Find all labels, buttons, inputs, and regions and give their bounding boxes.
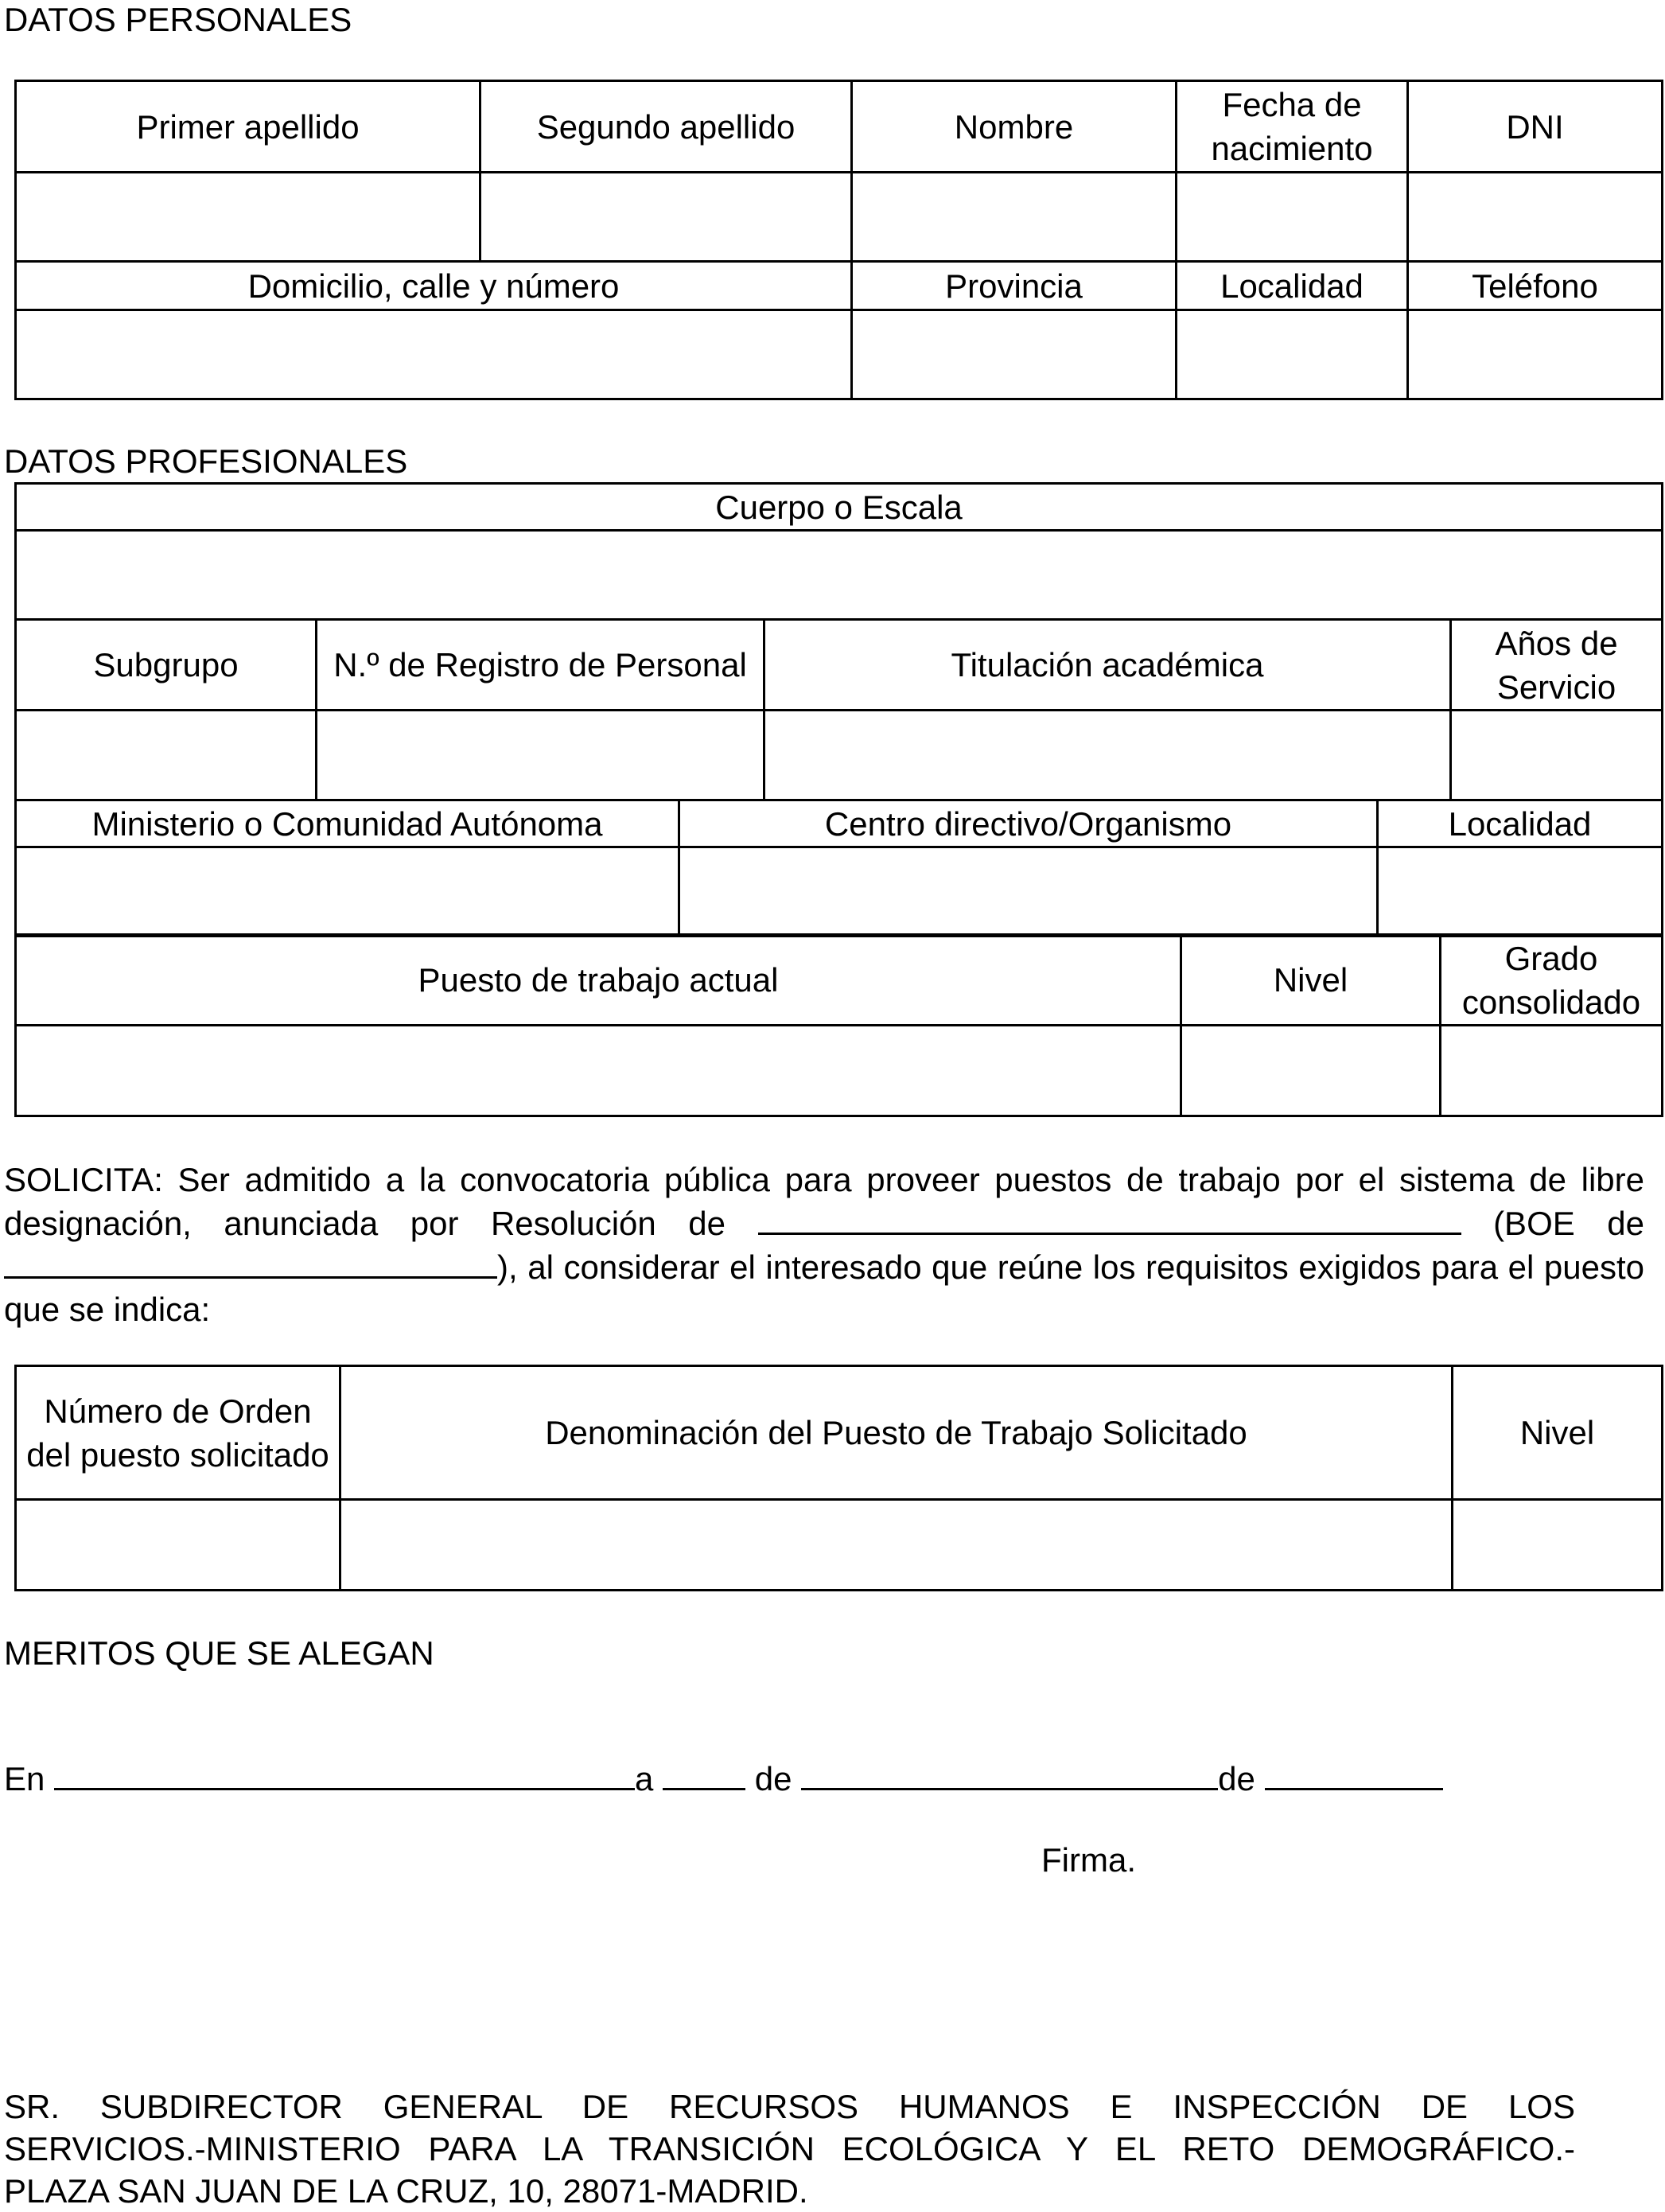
field-localidad-prof[interactable] — [1378, 847, 1663, 937]
field-numero-orden[interactable] — [16, 1500, 340, 1591]
header-localidad-prof: Localidad — [1378, 800, 1663, 847]
field-primer-apellido[interactable] — [16, 173, 480, 262]
address-line-1: SR. SUBDIRECTOR GENERAL DE RECURSOS HUMANOS E INSPECCIÓN DE LOS — [4, 2088, 1575, 2125]
header-puesto-actual: Puesto de trabajo actual — [16, 935, 1181, 1026]
header-nivel: Nivel — [1181, 935, 1441, 1026]
professional-section-title: DATOS PROFESIONALES — [4, 442, 408, 480]
field-puesto-actual[interactable] — [16, 1026, 1181, 1116]
header-primer-apellido: Primer apellido — [16, 81, 480, 173]
firma-label: Firma. — [1041, 1841, 1136, 1879]
field-segundo-apellido[interactable] — [480, 173, 852, 262]
field-localidad[interactable] — [1177, 310, 1408, 399]
date-a-label: a — [635, 1760, 654, 1797]
field-nivel[interactable] — [1181, 1026, 1441, 1116]
field-grado-consolidado[interactable] — [1441, 1026, 1663, 1116]
header-denominacion: Denominación del Puesto de Trabajo Solicitado — [340, 1366, 1453, 1500]
address-line-3: PLAZA SAN JUAN DE LA CRUZ, 10, 28071-MADRID. — [4, 2172, 808, 2210]
resolucion-blank[interactable] — [758, 1201, 1461, 1235]
header-cuerpo-escala: Cuerpo o Escala — [16, 484, 1663, 531]
header-grado-consolidado: Grado consolidado — [1441, 935, 1663, 1026]
field-registro-personal[interactable] — [317, 711, 764, 800]
header-numero-orden: Número de Orden del puesto solicitado — [16, 1366, 340, 1500]
header-subgrupo: Subgrupo — [16, 620, 317, 711]
solicita-text-2: (BOE de — [1493, 1205, 1644, 1242]
professional-data-table-1 — [14, 482, 1663, 801]
field-ministerio[interactable] — [16, 847, 679, 937]
address-line-2: SERVICIOS.-MINISTERIO PARA LA TRANSICIÓN ECOLÓGICA Y EL RETO DEMOGRÁFICO.- — [4, 2130, 1575, 2167]
requested-position-table — [14, 1365, 1663, 1591]
solicita-paragraph — [4, 1159, 1644, 1330]
header-provincia: Provincia — [852, 262, 1177, 310]
field-anos-servicio[interactable] — [1451, 711, 1663, 800]
header-anos-servicio: Años de Servicio — [1451, 620, 1663, 711]
professional-data-table-3 — [14, 933, 1663, 1117]
year-blank[interactable] — [1265, 1756, 1443, 1790]
field-provincia[interactable] — [852, 310, 1177, 399]
personal-data-table — [14, 80, 1663, 400]
header-domicilio: Domicilio, calle y número — [16, 262, 852, 310]
field-dni[interactable] — [1408, 173, 1663, 262]
date-de2-label: de — [1218, 1760, 1255, 1797]
field-fecha-nacimiento[interactable] — [1177, 173, 1408, 262]
header-fecha-nacimiento: Fecha de nacimiento — [1177, 81, 1408, 173]
boe-blank[interactable] — [4, 1244, 497, 1279]
field-domicilio[interactable] — [16, 310, 852, 399]
header-nombre: Nombre — [852, 81, 1177, 173]
header-nivel-solicitado: Nivel — [1453, 1366, 1663, 1500]
header-ministerio: Ministerio o Comunidad Autónoma — [16, 800, 679, 847]
header-titulacion: Titulación académica — [764, 620, 1451, 711]
field-subgrupo[interactable] — [16, 711, 317, 800]
date-line — [4, 1756, 1443, 1799]
date-en-label: En — [4, 1760, 45, 1797]
field-centro-directivo[interactable] — [679, 847, 1378, 937]
header-telefono: Teléfono — [1408, 262, 1663, 310]
date-de1-label: de — [754, 1760, 792, 1797]
meritos-title: MERITOS QUE SE ALEGAN — [4, 1634, 434, 1672]
field-telefono[interactable] — [1408, 310, 1663, 399]
place-blank[interactable] — [54, 1756, 635, 1790]
day-blank[interactable] — [663, 1756, 745, 1790]
field-denominacion[interactable] — [340, 1500, 1453, 1591]
header-dni: DNI — [1408, 81, 1663, 173]
header-centro-directivo: Centro directivo/Organismo — [679, 800, 1378, 847]
personal-section-title: DATOS PERSONALES — [4, 1, 352, 38]
field-nivel-solicitado[interactable] — [1453, 1500, 1663, 1591]
header-segundo-apellido: Segundo apellido — [480, 81, 852, 173]
solicita-text-3: ), al considerar el interesado que reúne los requisitos exigidos para el puesto que se indica: — [4, 1248, 1644, 1328]
professional-data-table-2 — [14, 799, 1663, 937]
solicita-text-1: SOLICITA: Ser admitido a la convocatoria pública para proveer puestos de trabajo por el sistema de libre designación, anunciada por Resolución de — [4, 1161, 1644, 1242]
header-registro-personal: N.º de Registro de Personal — [317, 620, 764, 711]
field-titulacion[interactable] — [764, 711, 1451, 800]
field-nombre[interactable] — [852, 173, 1177, 262]
recipient-address — [4, 2085, 1575, 2212]
month-blank[interactable] — [801, 1756, 1218, 1790]
header-localidad: Localidad — [1177, 262, 1408, 310]
field-cuerpo-escala[interactable] — [16, 531, 1663, 620]
